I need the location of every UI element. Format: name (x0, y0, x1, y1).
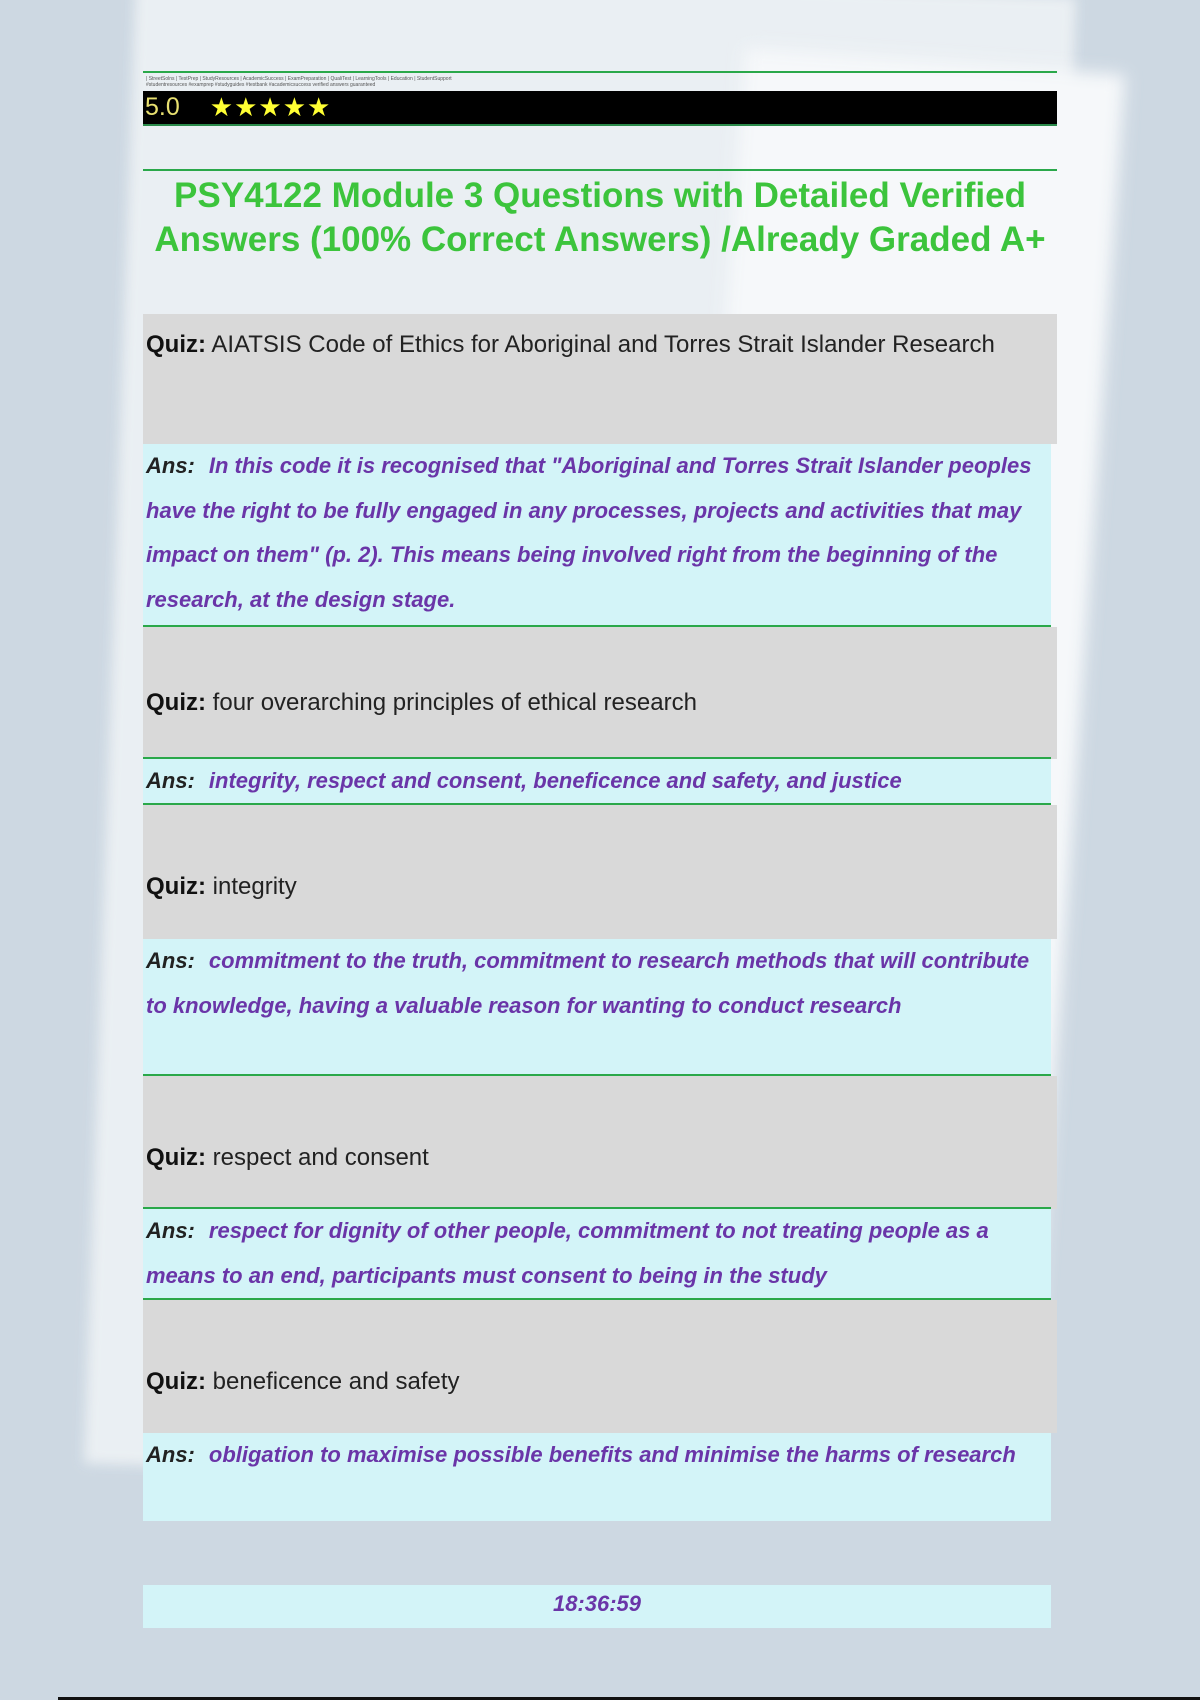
answer-text: obligation to maximise possible benefits and minimise the harms of research (208, 1442, 1016, 1467)
title-divider (143, 169, 1057, 171)
quiz-label: Quiz: (146, 689, 206, 716)
question-text: integrity (212, 873, 297, 900)
star-icons: ★★★★★ (209, 92, 332, 122)
quiz-label: Quiz: (146, 873, 206, 900)
quiz-question (143, 314, 1057, 444)
quiz-answer (143, 444, 1051, 627)
quiz-question (143, 1300, 1057, 1433)
answer-text: integrity, respect and consent, beneficence and safety, and justice (208, 768, 902, 793)
quiz-question (143, 1076, 1057, 1209)
answer-label: Ans: (146, 1218, 195, 1243)
quiz-answer (143, 1433, 1051, 1521)
quiz-question (143, 805, 1057, 939)
answer-text: In this code it is recognised that "Aboriginal and Torres Strait Islander peoples have the right to be fully engaged in any processes, projects and activities that may impact on them" (p. 2). This means being involved right from the beginning of the research, at the design stage. (146, 453, 1032, 612)
question-text: AIATSIS Code of Ethics for Aboriginal and Torres Strait Islander Research (211, 331, 995, 358)
answer-text: commitment to the truth, commitment to research methods that will contribute to knowledge, having a valuable reason for wanting to conduct research (146, 948, 1030, 1018)
timestamp: 18:36:59 (143, 1585, 1051, 1628)
quiz-answer (143, 757, 1051, 805)
question-text: four overarching principles of ethical research (212, 689, 697, 716)
document-title: PSY4122 Module 3 Questions with Detailed Verified Answers (100% Correct Answers) /Already Graded A+ (154, 176, 1046, 259)
header-tags-line: #studentresources #examprep #studyguides #testbank #academicsuccess verified answers guaranteed (146, 82, 376, 88)
quiz-label: Quiz: (146, 1368, 206, 1395)
answer-label: Ans: (146, 948, 195, 973)
top-divider (143, 71, 1057, 73)
answer-label: Ans: (146, 768, 195, 793)
answer-label: Ans: (146, 1442, 195, 1467)
header-tags-line: | StreetSolns | TestPrep | StudyResources | AcademicSuccess | ExamPreparation | QualiTest | LearningTools | Education | StudentSupport (146, 76, 452, 82)
header-tags (146, 76, 846, 88)
answer-text: respect for dignity of other people, commitment to not treating people as a means to an end, participants must consent to being in the study (146, 1218, 989, 1288)
quiz-label: Quiz: (146, 1144, 206, 1171)
quiz-answer (143, 1207, 1051, 1300)
rating-bar (143, 91, 1057, 126)
question-text: beneficence and safety (212, 1368, 460, 1395)
quiz-label: Quiz: (146, 331, 206, 358)
quiz-question (143, 627, 1057, 759)
quiz-answer (143, 939, 1051, 1076)
rating-score: 5.0 (145, 93, 180, 121)
question-text: respect and consent (212, 1144, 429, 1171)
answer-label: Ans: (146, 453, 195, 478)
